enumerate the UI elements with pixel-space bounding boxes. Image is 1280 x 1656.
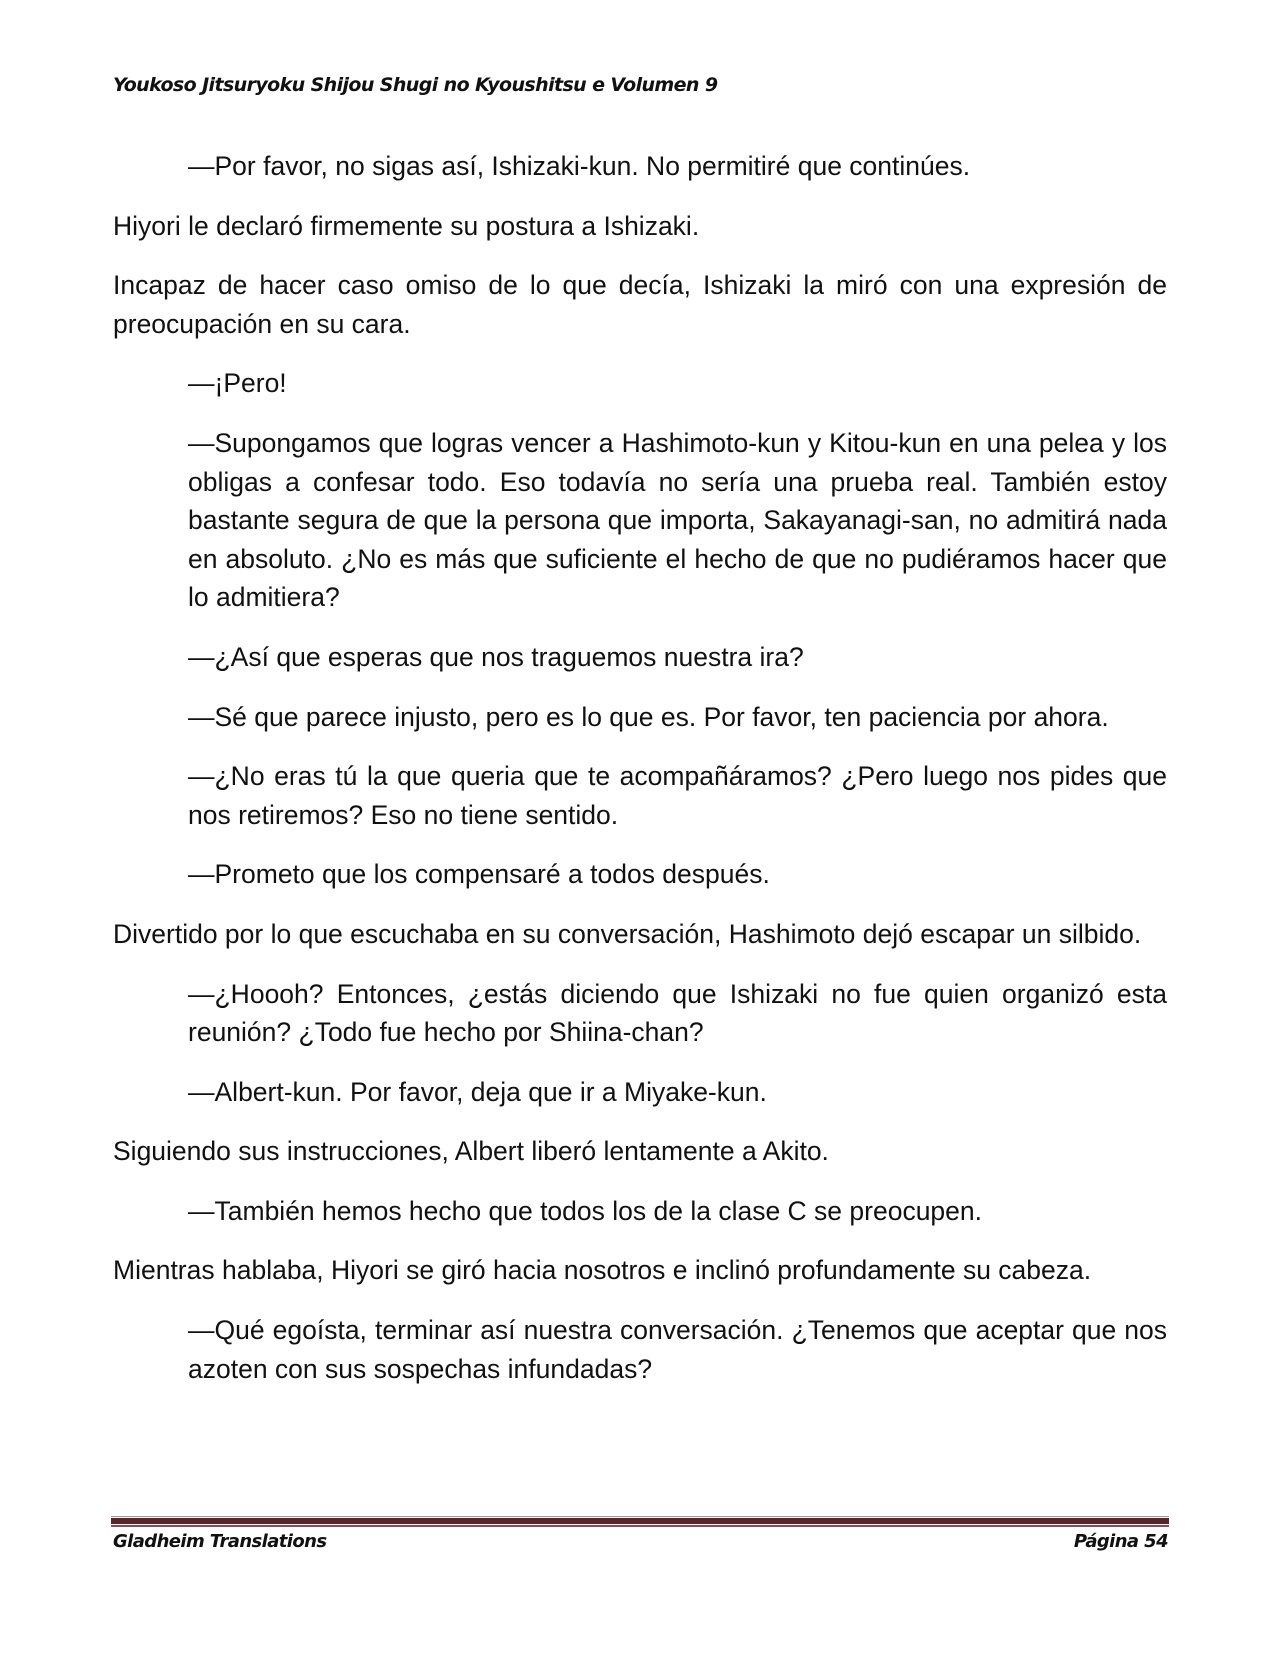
footer-divider-bottom [111,1525,1169,1527]
dialogue-paragraph: —Albert-kun. Por favor, deja que ir a Miyake-kun. [188,1076,767,1107]
footer-page-number: Página 54 [1073,1531,1168,1552]
narration-paragraph: Divertido por lo que escuchaba en su conversación, Hashimoto dejó escapar un silbido. [113,918,1142,949]
narration-paragraph: Incapaz de hacer caso omiso de lo que decía, Ishizaki la miró con una expresión de preocupación en su cara. [113,270,1167,339]
dialogue-paragraph: —Prometo que los compensaré a todos después. [188,859,770,890]
dialogue-paragraph: —Sé que parece injusto, pero es lo que es. Por favor, ten paciencia por ahora. [188,701,1109,732]
dialogue-paragraph: —Supongamos que logras vencer a Hashimoto-kun y Kitou-kun en una pelea y los obligas a confesar todo. Eso todavía no sería una prueba real. También estoy bastante segura de que la persona que importa, Sakayanagi-san, no admitirá nada en absoluto. ¿No es más que suficiente el hecho de que no pudiéramos hacer que lo admitiera? [188,427,1167,613]
page-body [113,147,1167,1409]
dialogue-paragraph: —¿Hoooh? Entonces, ¿estás diciendo que Ishizaki no fue quien organizó esta reunión? ¿Todo fue hecho por Shiina-chan? [188,978,1167,1048]
dialogue-paragraph: —Por favor, no sigas así, Ishizaki-kun. No permitiré que continúes. [188,151,971,181]
narration-paragraph: Hiyori le declaró firmemente su postura a Ishizaki. [113,210,700,241]
dialogue-paragraph: —¿Así que esperas que nos traguemos nuestra ira? [188,641,804,672]
dialogue-paragraph: —Qué egoísta, terminar así nuestra conversación. ¿Tenemos que aceptar que nos azoten con sus sospechas infundadas? [188,1315,1167,1384]
running-header-title: Youkoso Jitsuryoku Shijou Shugi no Kyoushitsu e Volumen 9 [113,74,718,96]
dialogue-paragraph: —¡Pero! [188,368,287,399]
dialogue-paragraph: —También hemos hecho que todos los de la clase C se preocupen. [188,1195,983,1226]
narration-paragraph: Siguiendo sus instrucciones, Albert liberó lentamente a Akito. [113,1136,829,1167]
dialogue-paragraph: —¿No eras tú la que queria que te acompañáramos? ¿Pero luego nos pides que nos retiremos? Eso no tiene sentido. [188,761,1167,830]
footer-divider-top [111,1516,1169,1517]
narration-paragraph: Mientras hablaba, Hiyori se giró hacia nosotros e inclinó profundamente su cabeza. [113,1255,1092,1286]
footer-divider [111,1518,1169,1524]
footer-translator-credit: Gladheim Translations [113,1531,327,1552]
